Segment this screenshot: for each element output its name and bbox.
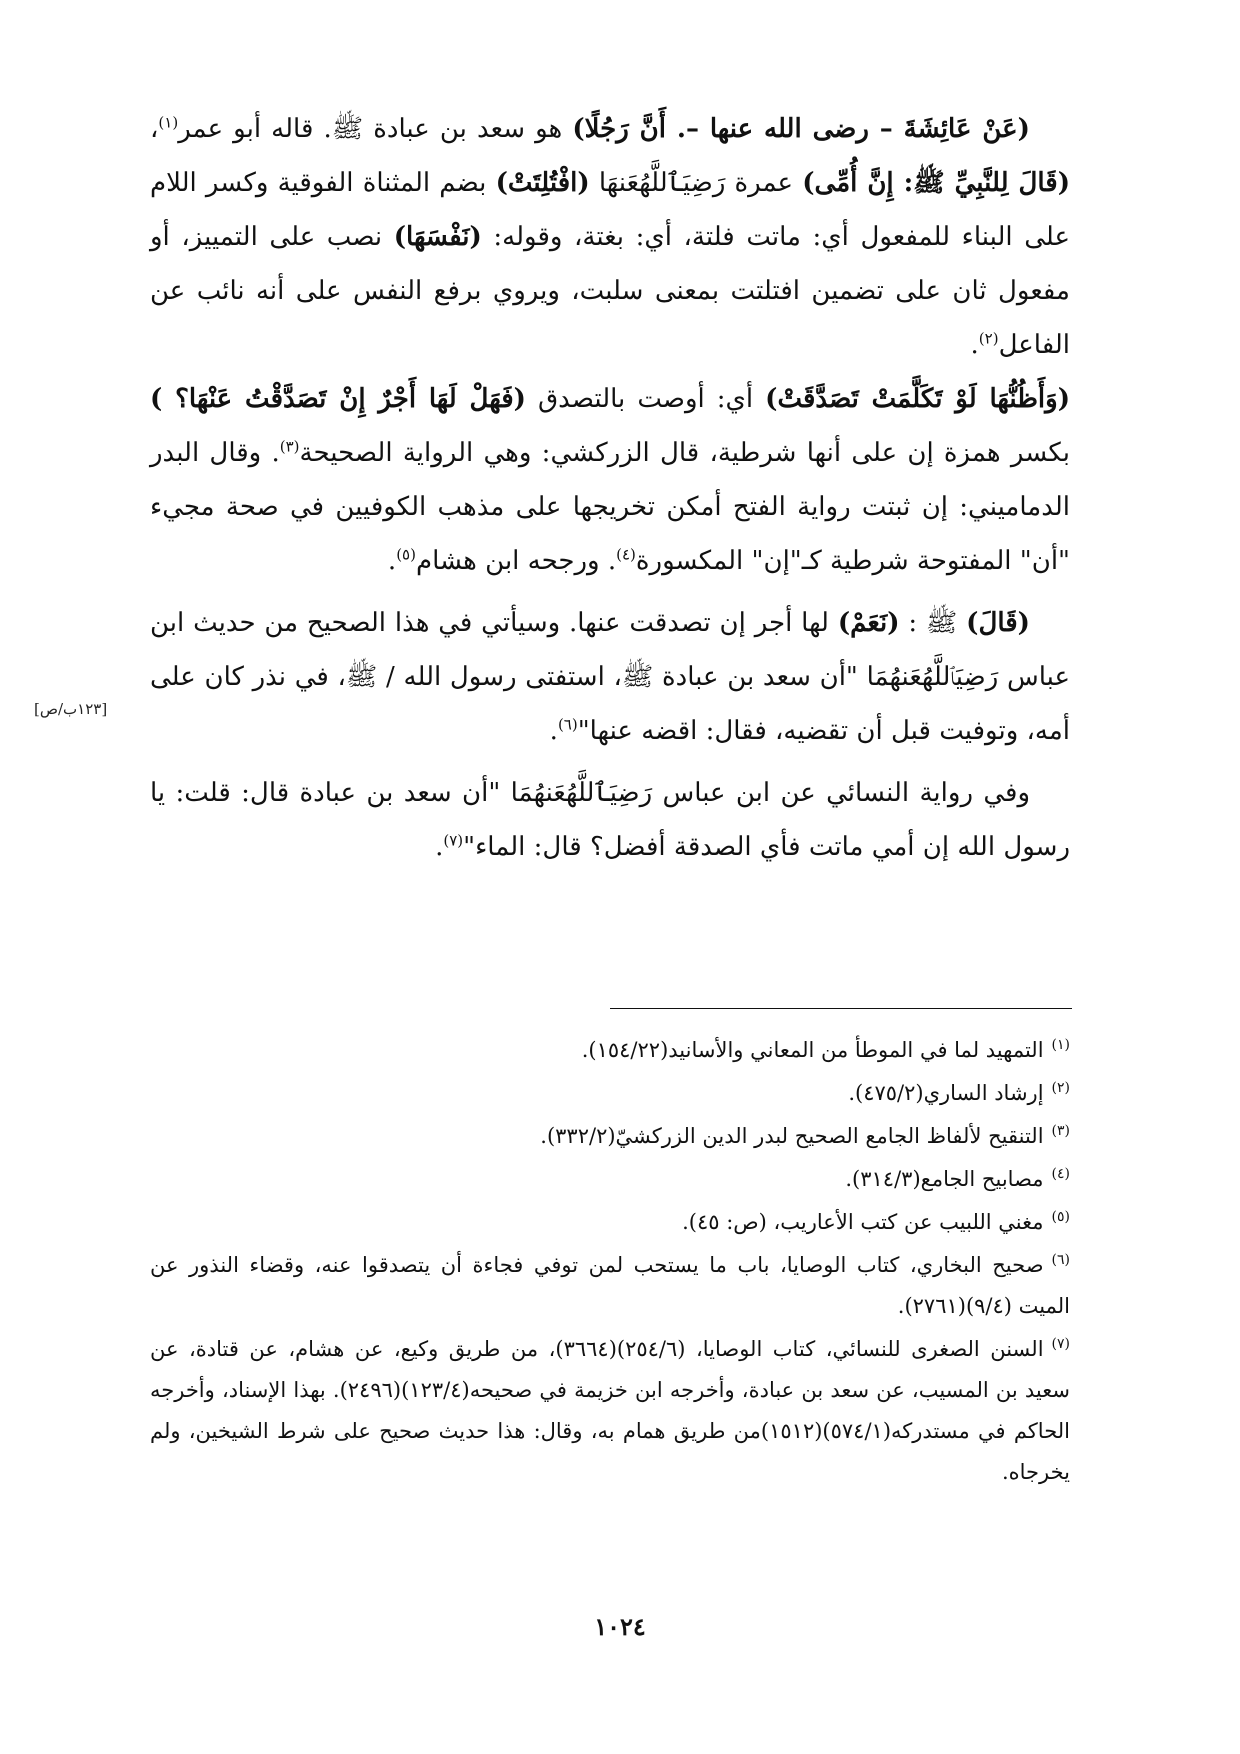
commentary-text: . — [549, 716, 558, 746]
commentary-text: عمرة رَضِيَٱللَّهُعَنهَا — [589, 168, 803, 198]
footnote-text: التنقيح لألفاظ الجامع الصحيح لبدر الدين الزركشيّ(٣٣٢/٢). — [540, 1124, 1044, 1148]
commentary-text: بكسر همزة إن على أنها شرطية، قال الزركشي: وهي الرواية الصحيحة — [299, 438, 1070, 468]
footnote-number: (٣) — [1051, 1123, 1070, 1139]
footnote-number: (٧) — [1051, 1336, 1070, 1352]
footnote-3 — [150, 1116, 1070, 1157]
commentary-text: . ورجحه ابن هشام — [415, 546, 617, 576]
footnote-7 — [150, 1329, 1070, 1493]
footnote-ref[interactable]: (٢) — [978, 329, 999, 348]
footnote-ref[interactable]: (١) — [158, 113, 179, 132]
footnote-number: (٤) — [1051, 1166, 1070, 1182]
commentary-text: . — [970, 330, 979, 360]
commentary-text: . — [435, 832, 444, 862]
footnote-ref[interactable]: (٤) — [616, 545, 636, 564]
footnote-ref[interactable]: (٣) — [279, 437, 300, 456]
commentary-text: هو سعد بن عبادة ﷺ. قاله أبو عمر — [178, 114, 573, 144]
footnote-number: (٢) — [1051, 1080, 1070, 1096]
footnote-text: مغني اللبيب عن كتب الأعاريب، (ص: ٤٥). — [682, 1210, 1044, 1234]
main-text — [150, 102, 1070, 874]
page-number: ١٠٢٤ — [594, 1612, 646, 1641]
commentary-text: وفي رواية النسائي عن ابن عباس رَضِيَٱللَّهُعَنهُمَا "أن سعد بن عبادة قال: قلت: يا رسول الله إن أمي ماتت فأي الصدقة أفضل؟ قال: الماء" — [150, 778, 1070, 862]
paragraph-1 — [150, 102, 1070, 372]
footnote-text: صحيح البخاري، كتاب الوصايا، باب ما يستحب لمن توفي فجاءة أن يتصدقوا عنه، وقضاء النذور عن الميت (٩/٤)(٢٧٦١). — [150, 1253, 1070, 1318]
footnote-1 — [150, 1030, 1070, 1071]
commentary-text: أي: أوصت بالتصدق — [525, 384, 766, 414]
commentary-text: . — [387, 546, 397, 576]
footnote-number: (٥) — [1051, 1209, 1070, 1225]
paragraph-3 — [150, 596, 1070, 758]
commentary-text: نصب على التمييز، أو مفعول ثان على تضمين افتلتت بمعنى سلبت، ويروي برفع النفس على أنه نائب عن الفاعل — [150, 222, 1070, 360]
commentary-text: لها أجر إن تصدقت عنها. وسيأتي في هذا الصحيح من حديث ابن عباس رَضِيَٱللَّهُعَنهُمَا "أن سعد بن عبادة ﷺ، استفتى رسول الله / ﷺ، في نذر كان على أمه، وتوفيت قبل أن تقضيه، فقال: اقضه عنها" — [150, 608, 1070, 746]
footnote-ref[interactable]: (٧) — [443, 831, 464, 850]
footnote-separator — [610, 1008, 1072, 1009]
footnote-text: إرشاد الساري(٤٧٥/٢). — [848, 1081, 1044, 1105]
footnote-ref[interactable]: (٦) — [557, 715, 578, 734]
footnote-2 — [150, 1073, 1070, 1114]
hadith-text: (قَالَ) — [966, 608, 1030, 638]
footnote-4 — [150, 1159, 1070, 1200]
commentary-text: . وقال البدر الدماميني: إن ثبتت رواية الفتح أمكن تخريجها على مذهب الكوفيين في صحة مجيء "أن" المفتوحة شرطية كـ"إن" المكسورة — [150, 438, 1070, 576]
paragraph-2 — [150, 372, 1070, 588]
hadith-text: (نَعَمْ) — [837, 608, 900, 638]
footnote-number: (١) — [1051, 1037, 1070, 1053]
footnote-6 — [150, 1245, 1070, 1327]
commentary-text: ، — [150, 114, 159, 144]
footnote-number: (٦) — [1051, 1252, 1070, 1268]
hadith-text: (افْتُلِتَتْ) — [495, 168, 590, 198]
footnote-ref[interactable]: (٥) — [396, 545, 416, 564]
paragraph-4 — [150, 766, 1070, 874]
commentary-text: ﷺ : — [899, 608, 967, 638]
hadith-text: (فَهَلْ لَهَا أَجْرٌ إِنْ تَصَدَّقْتُ عَنْهَا؟ ) — [150, 384, 526, 414]
manuscript-folio-note: [١٢٣ب/ص] — [34, 700, 108, 718]
hadith-text: (وَأَظُنُّهَا لَوْ تَكَلَّمَتْ تَصَدَّقَتْ) — [765, 384, 1070, 414]
footnote-text: التمهيد لما في الموطأ من المعاني والأسانيد(١٥٤/٢٢). — [581, 1038, 1044, 1062]
hadith-text: (نَفْسَهَا) — [393, 222, 482, 252]
commentary-text: بضم المثناة الفوقية وكسر اللام على البناء للمفعول أي: ماتت فلتة، أي: بغتة، وقوله: — [150, 168, 1070, 252]
hadith-text: (عَنْ عَائِشَةَ – رضى الله عنها –. أَنَّ رَجُلًا) — [572, 114, 1030, 144]
footnote-5 — [150, 1202, 1070, 1243]
footnote-text: مصابيح الجامع(٣١٤/٣). — [845, 1167, 1044, 1191]
hadith-text: (قَالَ لِلنَّبِيِّ ﷺ: إِنَّ أُمِّى) — [802, 168, 1070, 198]
footnote-text: السنن الصغرى للنسائي، كتاب الوصايا، (٢٥٤/٦)(٣٦٦٤)، من طريق وكيع، عن هشام، عن قتادة، عن سعيد بن المسيب، عن سعد بن عبادة، وأخرجه ابن خزيمة في صحيحه(١٢٣/٤)(٢٤٩٦). بهذا الإسناد، وأخرجه الحاكم في مستدركه(٥٧٤/١)(١٥١٢)من طريق همام به، وقال: هذا حديث صحيح على شرط الشيخين، ولم يخرجاه. — [150, 1337, 1070, 1484]
footnotes — [150, 1030, 1070, 1495]
